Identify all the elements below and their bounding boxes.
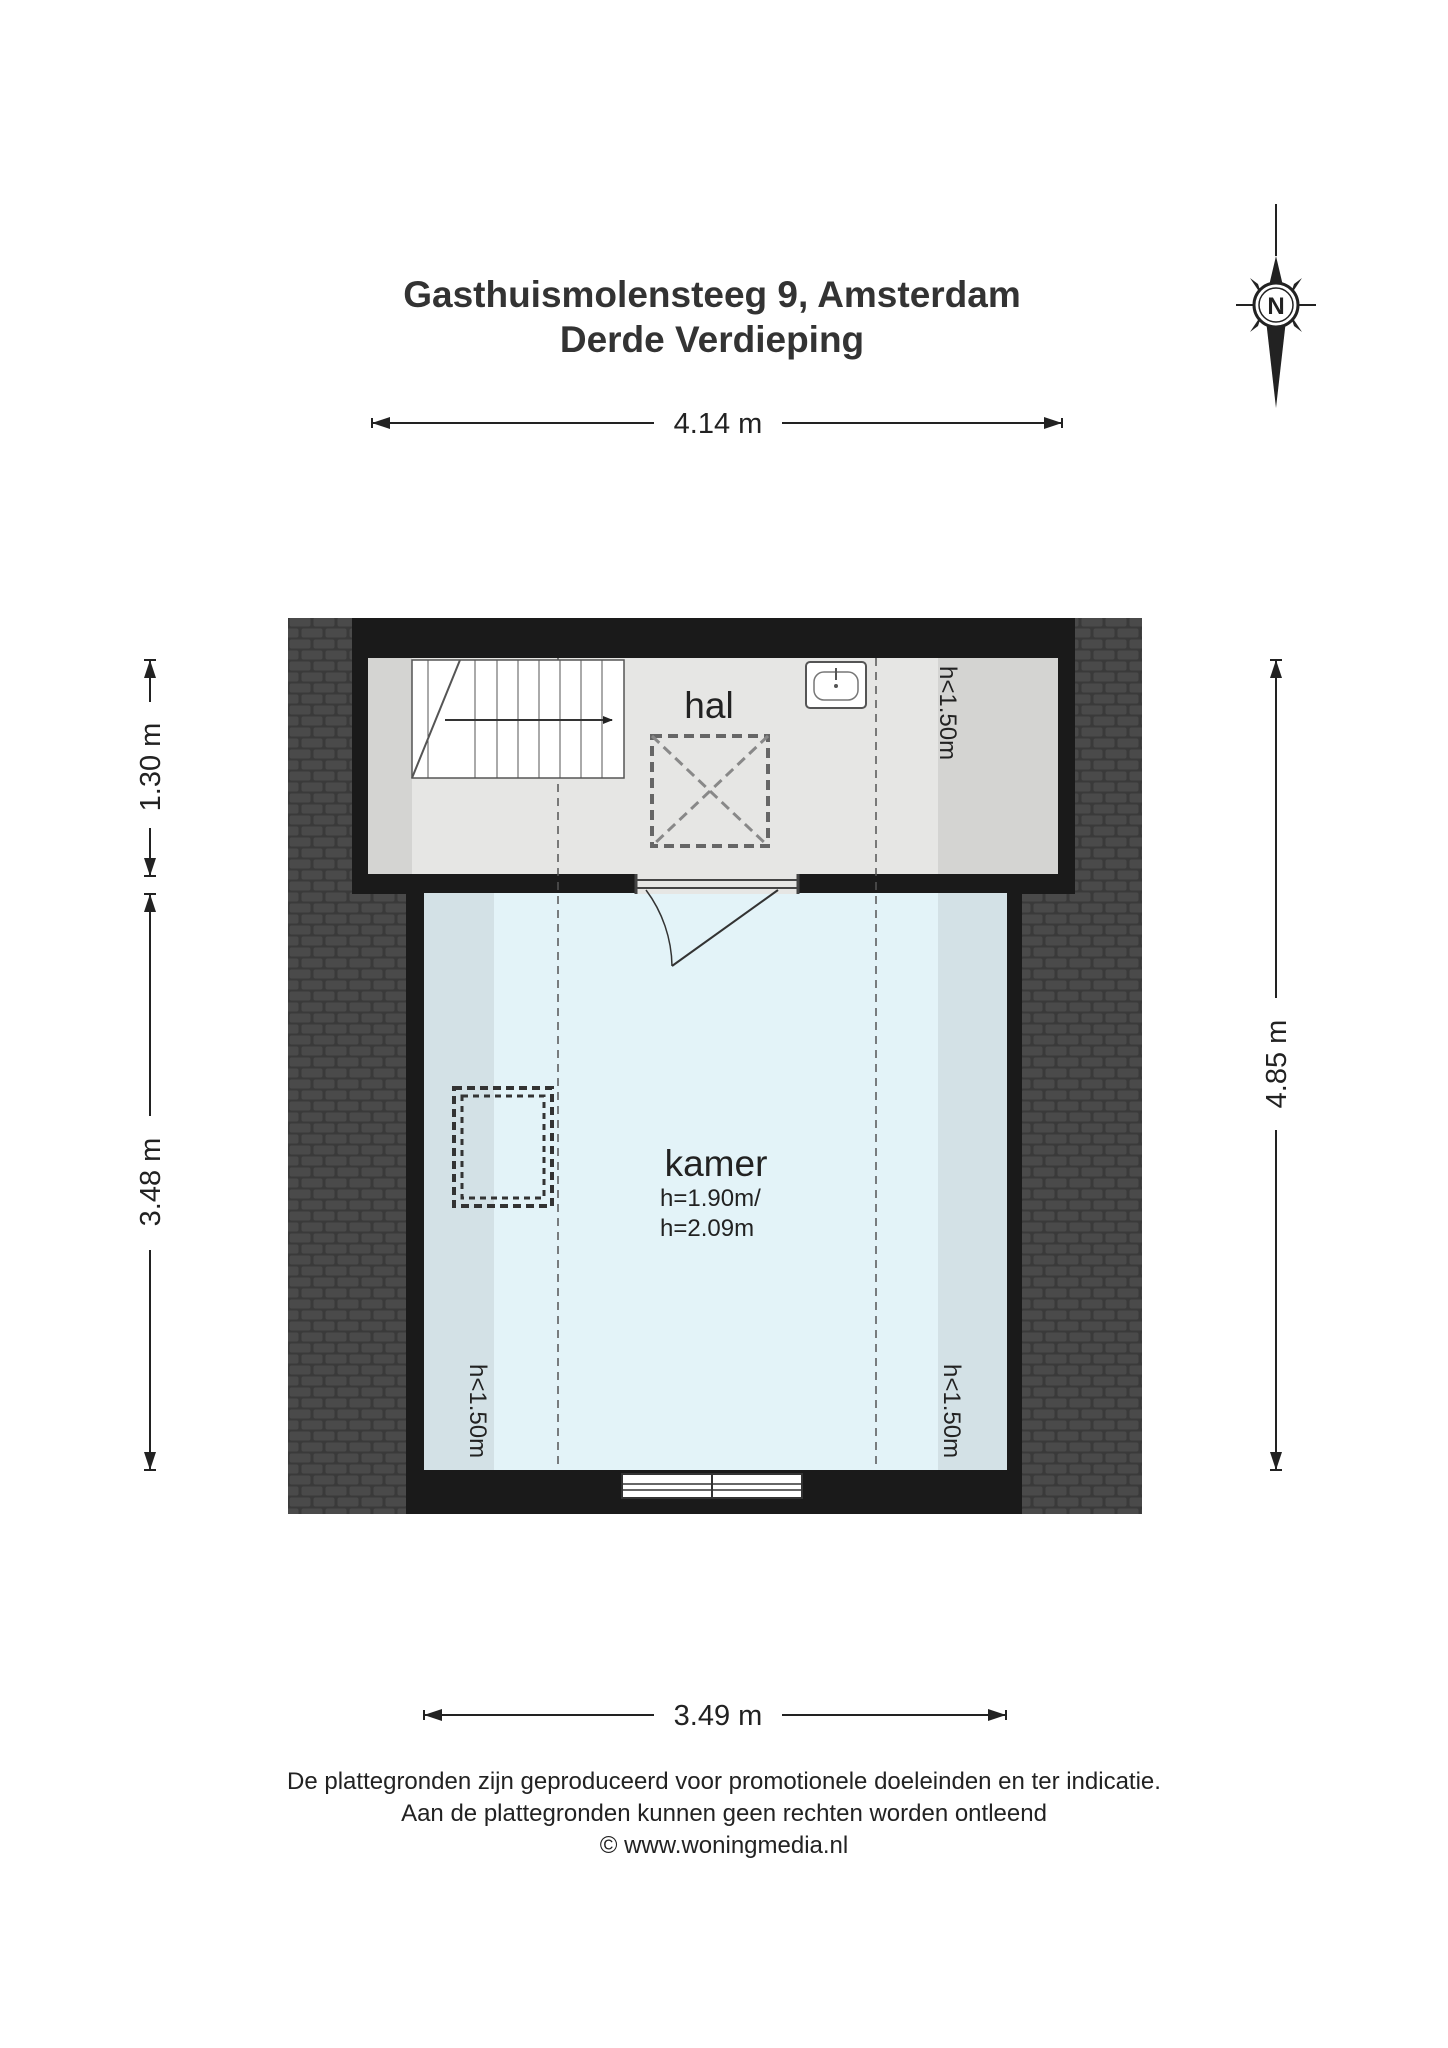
kamer-height-2: h=2.09m [660,1215,755,1242]
floor-subtitle: Derde Verdieping [559,319,865,360]
disclaimer-line-2: Aan de plattegronden kunnen geen rechten worden ontleend [401,1800,1047,1827]
dimension-left-upper [135,660,167,876]
north-arrow-icon [1236,204,1316,408]
kamer-height-note-right: h<1.50m [938,1364,965,1459]
kamer-height-note-left: h<1.50m [464,1364,491,1459]
copyright-line: © www.woningmedia.nl [599,1832,849,1859]
dimension-bottom-label: 3.49 m [673,1700,763,1732]
hal-kamer-opening [636,874,798,894]
compass-label: N [1267,293,1285,320]
hal-height-note: h<1.50m [934,666,961,761]
hal-low-left [368,658,412,874]
dimension-right [1261,660,1293,1470]
kamer-height-1: h=1.90m/ [660,1185,761,1212]
dimension-left-upper-label: 1.30 m [135,722,167,812]
sink-icon [806,662,866,708]
dimension-left-lower-label: 3.48 m [135,1137,167,1227]
dimension-right-label: 4.85 m [1261,1019,1293,1109]
dimension-top [372,408,1062,440]
dimension-bottom [424,1700,1006,1732]
staircase [412,660,624,778]
dimension-left-lower [135,894,167,1470]
hal-label: hal [684,685,734,726]
kamer-label: kamer [664,1143,768,1184]
disclaimer-line-1: De plattegronden zijn geproduceerd voor promotionele doeleinden en ter indicatie. [287,1768,1161,1795]
dimension-top-label: 4.14 m [673,408,763,440]
plan-title: Gasthuismolensteeg 9, Amsterdam [403,274,1021,315]
